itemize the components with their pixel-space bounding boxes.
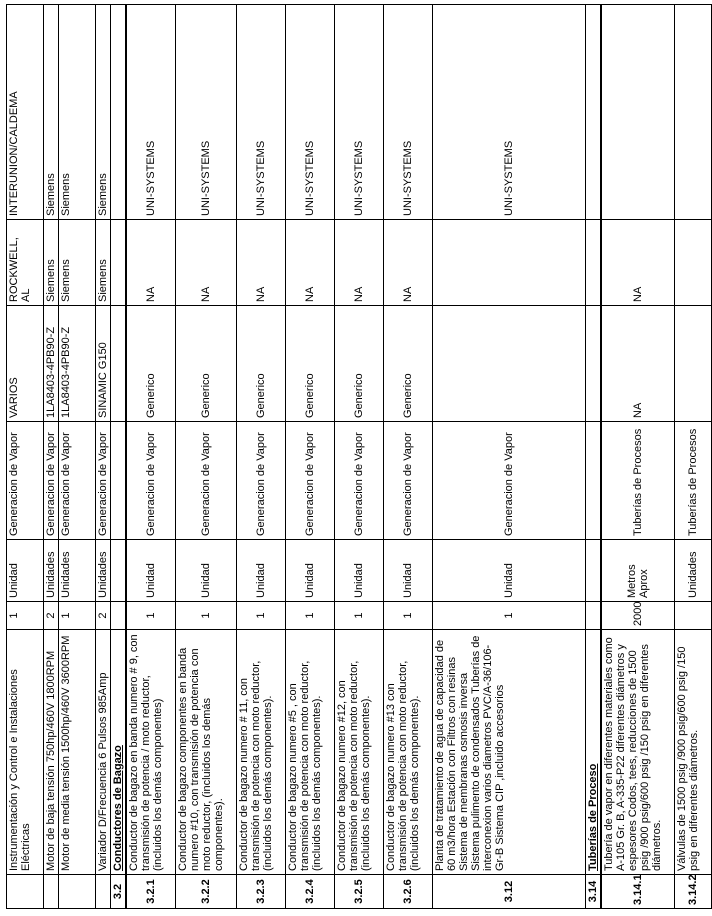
cell-unit bbox=[586, 540, 602, 602]
cell-unit: Unidad bbox=[384, 540, 433, 602]
cell-cat: Tuberías de Procesos bbox=[601, 422, 675, 540]
table-row bbox=[237, 5, 286, 909]
cell-brand1: Siemens bbox=[44, 220, 59, 306]
cell-desc: Variador D/Frecuencia 6 Pulsos 985Amp bbox=[96, 630, 111, 875]
cell-cat: Generacion de Vapor bbox=[237, 422, 286, 540]
table-row bbox=[433, 5, 586, 909]
cell-qty: 1 bbox=[286, 602, 335, 630]
cell-qty bbox=[111, 602, 127, 630]
cell-qty: 1 bbox=[433, 602, 586, 630]
cell-brand1: ROCKWELL, AL bbox=[7, 220, 44, 306]
cell-qty: 2000 bbox=[601, 602, 675, 630]
cell-desc: Conductor de bagazo componentes en banda numero #10, con transmisión de potencia con moto reductor, (incluidos los demás componentes). bbox=[176, 630, 237, 875]
cell-desc: Tuberías de Proceso bbox=[586, 630, 602, 875]
cell-qty: 1 bbox=[176, 602, 237, 630]
cell-brand1: NA bbox=[237, 220, 286, 306]
cell-desc: Conductor de bagazo numero # 11, con transmisión de potencia con moto reductor, (incluidos los demás componentes). bbox=[237, 630, 286, 875]
cell-num bbox=[59, 875, 96, 909]
cell-model: Generico bbox=[286, 306, 335, 422]
cell-unit: Unidad bbox=[286, 540, 335, 602]
cell-unit: Unidades bbox=[44, 540, 59, 602]
table-row bbox=[176, 5, 237, 909]
cell-cat: Generacion de Vapor bbox=[96, 422, 111, 540]
cell-qty: 2 bbox=[96, 602, 111, 630]
cell-qty: 1 bbox=[335, 602, 384, 630]
cell-brand1: NA bbox=[384, 220, 433, 306]
cell-unit: Unidad bbox=[237, 540, 286, 602]
cell-cat: Tuberías de Procesos bbox=[675, 422, 712, 540]
cell-num: 3.14 bbox=[586, 875, 602, 909]
cell-model bbox=[586, 306, 602, 422]
cell-desc: Conductor de bagazo numero #13 con transmisión de potencia con moto reductor, (incluidos los demás componentes). bbox=[384, 630, 433, 875]
cell-brand1 bbox=[675, 220, 712, 306]
cell-num: 3.12 bbox=[433, 875, 586, 909]
cell-num bbox=[44, 875, 59, 909]
cell-model: Generico bbox=[176, 306, 237, 422]
cell-unit: Unidades bbox=[96, 540, 111, 602]
cell-brand2 bbox=[586, 5, 602, 220]
cell-cat bbox=[586, 422, 602, 540]
cell-model bbox=[675, 306, 712, 422]
cell-unit: Unidades bbox=[675, 540, 712, 602]
cell-brand1 bbox=[433, 220, 586, 306]
table-row bbox=[96, 5, 111, 909]
cell-brand2: UNI-SYSTEMS bbox=[335, 5, 384, 220]
cell-brand2: Siemens bbox=[44, 5, 59, 220]
cell-qty: 2 bbox=[44, 602, 59, 630]
cell-desc: Motor de media tensión 1500hp/460V 3600RPM bbox=[59, 630, 96, 875]
cell-brand1 bbox=[586, 220, 602, 306]
cell-unit: Unidad bbox=[433, 540, 586, 602]
table-row bbox=[675, 5, 712, 909]
equipment-table bbox=[6, 4, 712, 909]
cell-qty: 1 bbox=[59, 602, 96, 630]
cell-brand2 bbox=[675, 5, 712, 220]
table-row bbox=[586, 5, 602, 909]
cell-brand2: UNI-SYSTEMS bbox=[237, 5, 286, 220]
cell-model: 1LA8403-4PB90-Z bbox=[44, 306, 59, 422]
cell-model: Generico bbox=[237, 306, 286, 422]
cell-desc: Conductor de bagazo en banda numero # 9, con transmisión de potencia / moto reductor, (incluidos los demás componentes) bbox=[126, 630, 176, 875]
cell-brand2: INTERUNION/CALDEMA bbox=[7, 5, 44, 220]
cell-unit bbox=[111, 540, 127, 602]
cell-num: 3.14.1 bbox=[601, 875, 675, 909]
cell-qty: 1 bbox=[7, 602, 44, 630]
cell-brand1: NA bbox=[176, 220, 237, 306]
cell-brand2: UNI-SYSTEMS bbox=[384, 5, 433, 220]
cell-brand2: UNI-SYSTEMS bbox=[433, 5, 586, 220]
cell-model: Generico bbox=[126, 306, 176, 422]
cell-cat: Generacion de Vapor bbox=[44, 422, 59, 540]
cell-model bbox=[433, 306, 586, 422]
table-row bbox=[44, 5, 59, 909]
cell-desc: Válvulas de 1500 psig /900 psig/600 psig /150 psig en diferentes diámetros. bbox=[675, 630, 712, 875]
table-row bbox=[7, 5, 44, 909]
cell-desc: Planta de tratamiento de agua de capacidad de 60 m3/hora Estación con Filtros con resinas Sistema de membranas osmosis inversa Sistema pulimento de condensados Tuberías de interconexion varios diametros PVC/A-36/106-Gr-B Sistema CIP ,incluido accesorios bbox=[433, 630, 586, 875]
cell-brand1: Siemens bbox=[59, 220, 96, 306]
cell-num: 3.14.2 bbox=[675, 875, 712, 909]
table-row bbox=[601, 5, 675, 909]
cell-unit: Metros Aprox bbox=[601, 540, 675, 602]
cell-brand1: NA bbox=[126, 220, 176, 306]
cell-model: NA bbox=[601, 306, 675, 422]
cell-model: VARIOS bbox=[7, 306, 44, 422]
cell-brand1: NA bbox=[286, 220, 335, 306]
cell-brand2 bbox=[601, 5, 675, 220]
cell-brand2: Siemens bbox=[59, 5, 96, 220]
cell-cat: Generacion de Vapor bbox=[126, 422, 176, 540]
cell-model: 1LA8403-4PB90-Z bbox=[59, 306, 96, 422]
cell-desc: Conductor de bagazo numero #12, con transmisión de potencia con moto reductor, (incluidos los demás componentes). bbox=[335, 630, 384, 875]
table-body bbox=[7, 5, 712, 909]
cell-num: 3.2.1 bbox=[126, 875, 176, 909]
cell-brand1 bbox=[111, 220, 127, 306]
cell-qty bbox=[586, 602, 602, 630]
cell-brand2: UNI-SYSTEMS bbox=[286, 5, 335, 220]
cell-num: 3.2.4 bbox=[286, 875, 335, 909]
cell-desc: Instrumentación y Control e Instalaciones Eléctricas bbox=[7, 630, 44, 875]
cell-model: Generico bbox=[384, 306, 433, 422]
cell-cat: Generacion de Vapor bbox=[176, 422, 237, 540]
cell-brand2: UNI-SYSTEMS bbox=[176, 5, 237, 220]
cell-num: 3.2.3 bbox=[237, 875, 286, 909]
cell-cat: Generacion de Vapor bbox=[286, 422, 335, 540]
cell-desc: Tubería de vapor en diferentes materiales como A-105 Gr. B, A-335-P22 diferentes diámetros y espesores Codos, tees, reducciones de 1500 psig /900 psig/600 psig /150 psig en diferentes diámetros. bbox=[601, 630, 675, 875]
cell-model bbox=[111, 306, 127, 422]
cell-num: 3.2 bbox=[111, 875, 127, 909]
cell-num bbox=[96, 875, 111, 909]
cell-cat: Generacion de Vapor bbox=[433, 422, 586, 540]
cell-model: Generico bbox=[335, 306, 384, 422]
cell-brand1: Siemens bbox=[96, 220, 111, 306]
cell-desc: Conductores de Bagazo bbox=[111, 630, 127, 875]
cell-brand2 bbox=[111, 5, 127, 220]
table-row bbox=[111, 5, 127, 909]
cell-unit: Unidad bbox=[335, 540, 384, 602]
cell-qty: 1 bbox=[237, 602, 286, 630]
table-row bbox=[335, 5, 384, 909]
cell-unit: Unidad bbox=[126, 540, 176, 602]
cell-unit: Unidades bbox=[59, 540, 96, 602]
cell-cat bbox=[111, 422, 127, 540]
cell-num: 3.2.2 bbox=[176, 875, 237, 909]
cell-qty: 1 bbox=[384, 602, 433, 630]
cell-brand2: Siemens bbox=[96, 5, 111, 220]
cell-num: 3.2.5 bbox=[335, 875, 384, 909]
cell-cat: Generacion de Vapor bbox=[384, 422, 433, 540]
table-row bbox=[126, 5, 176, 909]
cell-brand1: NA bbox=[335, 220, 384, 306]
cell-cat: Generacion de Vapor bbox=[335, 422, 384, 540]
cell-unit: Unidad bbox=[176, 540, 237, 602]
cell-qty bbox=[675, 602, 712, 630]
cell-desc: Conductor de bagazo numero #5 , con transmisión de potencia con moto reductor, (incluidos los demás componentes). bbox=[286, 630, 335, 875]
cell-brand2: UNI-SYSTEMS bbox=[126, 5, 176, 220]
cell-qty: 1 bbox=[126, 602, 176, 630]
cell-desc: Motor de baja tensión 750hp/460V 1800RPM bbox=[44, 630, 59, 875]
cell-unit: Unidad bbox=[7, 540, 44, 602]
cell-model: SINAMIC G150 bbox=[96, 306, 111, 422]
cell-brand1: NA bbox=[601, 220, 675, 306]
table-row bbox=[384, 5, 433, 909]
cell-cat: Generacion de Vapor bbox=[7, 422, 44, 540]
table-row bbox=[59, 5, 96, 909]
table-row bbox=[286, 5, 335, 909]
cell-cat: Generacion de Vapor bbox=[59, 422, 96, 540]
cell-num: 3.2.6 bbox=[384, 875, 433, 909]
cell-num bbox=[7, 875, 44, 909]
